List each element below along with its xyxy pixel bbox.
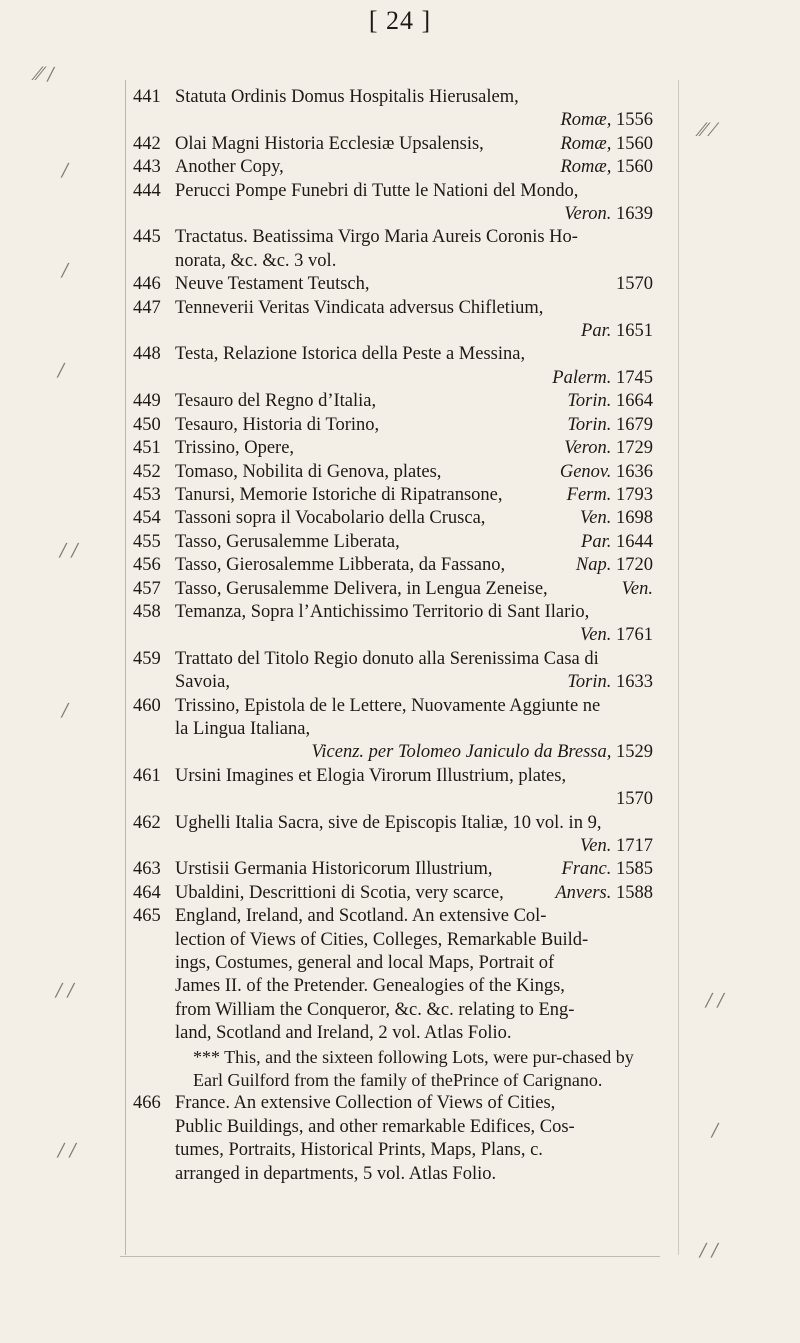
lot-number: 445 (133, 227, 161, 248)
lot-imprint-line (175, 320, 653, 343)
lot-number: 446 (133, 274, 161, 295)
lot-imprint-line (175, 788, 653, 811)
lot-place: Torin. (567, 414, 612, 435)
lot-number: 450 (133, 414, 161, 435)
handwritten-mark: ⁄⁄ ∕ (36, 64, 54, 85)
lot-year: 1639 (616, 204, 653, 225)
lot-description-line: Testa, Relazione Istorica della Peste a Messina, (175, 344, 526, 365)
lot-list (133, 86, 653, 1186)
lot-line (175, 156, 653, 179)
lot-number: 452 (133, 461, 161, 482)
lot-place: Torin. (567, 672, 612, 693)
lot-number: 460 (133, 695, 161, 716)
lot-place: Par. (581, 321, 612, 342)
handwritten-mark: ⁄⁄ ⁄ (700, 120, 715, 141)
lot-year: 1745 (616, 367, 653, 388)
lot-description-line: Trattato del Titolo Regio donuto alla Serenissima Casa di (175, 648, 599, 669)
lot-year: 1560 (616, 157, 653, 178)
lot-entry (133, 180, 653, 227)
lot-entry (133, 414, 653, 437)
lot-description-line: Ursini Imagines et Elogia Virorum Illustrium, plates, (175, 765, 567, 786)
lot-description: Urstisii Germania Historicorum Illustrium, (175, 859, 493, 880)
lot-imprint (580, 836, 653, 856)
lot-year: 1585 (616, 859, 653, 880)
lot-description: Ubaldini, Descrittioni di Scotia, very scarce, (175, 882, 504, 903)
lot-entry (133, 858, 653, 881)
lot-number: 461 (133, 765, 161, 786)
lot-description: Trissino, Opere, (175, 438, 295, 459)
lot-entry (133, 1092, 653, 1186)
lot-imprint (564, 437, 653, 460)
lot-line (175, 858, 653, 881)
lot-number: 464 (133, 882, 161, 903)
lot-imprint (561, 156, 654, 179)
lot-description: Neuve Testament Teutsch, (175, 274, 370, 295)
lot-entry (133, 297, 653, 344)
provenance-note (133, 1046, 653, 1093)
lot-place: Franc. (561, 859, 612, 880)
lot-imprint (580, 507, 653, 530)
lot-year: 1717 (616, 836, 653, 856)
lot-number: 448 (133, 344, 161, 365)
lot-year: 1761 (616, 625, 653, 646)
lot-number: 453 (133, 484, 161, 505)
lot-place: Romæ, (560, 133, 612, 154)
lot-description: Tasso, Gierosalemme Libberata, da Fassano, (175, 555, 506, 576)
lot-imprint (564, 204, 653, 224)
lot-place: Ven. (580, 508, 612, 529)
lot-description: Tomaso, Nobilita di Genova, plates, (175, 461, 442, 482)
lot-imprint (581, 321, 653, 341)
lot-entry (133, 156, 653, 179)
lot-entry (133, 812, 653, 859)
note-line: Prince of Carignano. (452, 1070, 603, 1091)
lot-imprint (567, 414, 653, 437)
lot-description-line: ings, Costumes, general and local Maps, Portrait of (175, 953, 555, 974)
handwritten-mark: ∕ (58, 360, 65, 381)
handwritten-mark: ∕ (712, 1120, 719, 1141)
lot-imprint (311, 742, 653, 762)
lot-imprint (616, 273, 653, 296)
handwritten-mark: ∕ ∕ (700, 1240, 718, 1261)
lot-line (175, 437, 653, 460)
lot-entry (133, 648, 653, 695)
note-line: *** This, and the sixteen following Lots, were pur- (193, 1046, 563, 1067)
lot-description: Tassoni sopra il Vocabolario della Crusca, (175, 508, 486, 529)
lot-year: 1636 (616, 461, 653, 482)
handwritten-mark: ∕ (62, 700, 69, 721)
lot-number: 465 (133, 906, 161, 927)
lot-place: Ven. (580, 836, 612, 856)
lot-place: Anvers. (555, 882, 612, 903)
lot-number: 449 (133, 391, 161, 412)
lot-entry (133, 226, 653, 273)
handwritten-mark: ∕ ∕ (58, 1140, 76, 1161)
lot-year: 1588 (616, 882, 653, 903)
lot-description-line: la Lingua Italiana, (175, 718, 311, 739)
lot-year: 1644 (616, 531, 653, 552)
lot-description-line: Tenneverii Veritas Vindicata adversus Chifletium, (175, 297, 544, 318)
lot-imprint (567, 390, 653, 413)
lot-description-line: Perucci Pompe Funebri di Tutte le Nationi del Mondo, (175, 180, 579, 201)
lot-year: 1529 (616, 742, 653, 763)
left-margin-rule (125, 80, 126, 1255)
lot-imprint (561, 110, 654, 130)
lot-description-line: tumes, Portraits, Historical Prints, Maps, Plans, c. (175, 1140, 543, 1161)
lot-description: Tasso, Gerusalemme Delivera, in Lengua Zeneise, (175, 578, 548, 599)
lot-number: 441 (133, 87, 161, 107)
lot-place: Nap. (575, 555, 612, 576)
lot-imprint-line (175, 367, 653, 390)
lot-imprint (555, 882, 653, 905)
lot-place: Ven. (621, 578, 653, 599)
lot-description-line: Statuta Ordinis Domus Hospitalis Hierusalem, (175, 87, 519, 107)
lot-number: 458 (133, 601, 161, 622)
handwritten-mark: ∕ ∕ (706, 990, 724, 1011)
lot-description-line: England, Ireland, and Scotland. An extensive Col- (175, 906, 547, 927)
lot-imprint-line (175, 671, 653, 694)
lot-place: Par. (581, 531, 612, 552)
lot-imprint (560, 461, 653, 484)
lot-year: 1633 (616, 672, 653, 693)
lot-line (175, 461, 653, 484)
lot-entry (133, 86, 653, 133)
lot-line (175, 414, 653, 437)
lot-line (175, 578, 653, 601)
lot-entry (133, 905, 653, 1045)
lot-year: 1664 (616, 391, 653, 412)
handwritten-mark: ∕ (62, 160, 69, 181)
lot-year: 1793 (616, 484, 653, 505)
lot-year: 1729 (616, 438, 653, 459)
lot-entry (133, 461, 653, 484)
lot-place: Veron. (564, 438, 612, 459)
lot-description-line: norata, &c. &c. 3 vol. (175, 250, 337, 271)
lot-description-line: arranged in departments, 5 vol. Atlas Folio. (175, 1163, 497, 1184)
lot-number: 444 (133, 180, 161, 201)
lot-line (175, 507, 653, 530)
lot-entry (133, 343, 653, 390)
lot-entry (133, 507, 653, 530)
lot-description: Savoia, (175, 672, 230, 693)
lot-imprint-line (175, 109, 653, 132)
lot-entry (133, 695, 653, 765)
lot-year: 1698 (616, 508, 653, 529)
lot-imprint-line (175, 741, 653, 764)
lot-place: Palerm. (552, 367, 612, 388)
lot-number: 457 (133, 578, 161, 599)
note-line: chased by Earl Guilford from the family of the (193, 1046, 634, 1091)
right-margin-rule (678, 80, 679, 1255)
lot-place: Genov. (559, 461, 612, 482)
lot-entry (133, 578, 653, 601)
lot-description: Tasso, Gerusalemme Liberata, (175, 531, 400, 552)
lot-imprint (580, 625, 653, 645)
lot-line (175, 882, 653, 905)
lot-year: 1560 (616, 133, 653, 154)
lot-place: Romæ, (560, 110, 612, 131)
lot-entry (133, 390, 653, 413)
lot-year: 1720 (616, 555, 653, 576)
lot-entry (133, 273, 653, 296)
lot-description-line: James II. of the Pretender. Genealogies of the Kings, (175, 976, 565, 997)
lot-entry (133, 601, 653, 648)
lot-number: 451 (133, 438, 161, 459)
lot-line (175, 484, 653, 507)
lot-entry (133, 531, 653, 554)
lot-place: Ven. (580, 625, 612, 646)
lot-year: 1570 (616, 274, 653, 295)
lot-description: Tesauro, Historia di Torino, (175, 414, 380, 435)
lot-number: 455 (133, 531, 161, 552)
lot-place: Vicenz. per Tolomeo Janiculo da Bressa, (311, 742, 612, 763)
lot-description-line: Ughelli Italia Sacra, sive de Episcopis Italiæ, 10 vol. in 9, (175, 812, 602, 833)
lot-imprint (581, 531, 653, 554)
handwritten-mark: ∕ ∕ (56, 980, 74, 1001)
lot-imprint-line (175, 203, 653, 226)
lot-imprint (576, 554, 653, 577)
lot-line (175, 554, 653, 577)
lot-number: 463 (133, 859, 161, 880)
lot-imprint (616, 789, 653, 809)
lot-entry (133, 882, 653, 905)
lot-number: 466 (133, 1093, 161, 1114)
lot-place: Veron. (564, 204, 612, 225)
handwritten-mark: ∕ (62, 260, 69, 281)
lot-description-line: lection of Views of Cities, Colleges, Remarkable Build- (175, 929, 589, 950)
lot-imprint-line (175, 624, 653, 647)
lot-description-line: Trissino, Epistola de le Lettere, Nuovamente Aggiunte ne (175, 695, 601, 716)
lot-entry (133, 554, 653, 577)
lot-place: Torin. (567, 391, 612, 412)
lot-description-line: Public Buildings, and other remarkable Edifices, Cos- (175, 1116, 575, 1137)
lot-description-line: France. An extensive Collection of Views of Cities, (175, 1093, 556, 1114)
lot-number: 456 (133, 555, 161, 576)
lot-description: Tanursi, Memorie Istoriche di Ripatransone, (175, 484, 503, 505)
lot-entry (133, 484, 653, 507)
lot-entry (133, 133, 653, 156)
lot-imprint (562, 858, 653, 881)
lot-imprint-line (175, 835, 653, 858)
lot-line (175, 273, 653, 296)
lot-year: 1651 (616, 321, 653, 342)
lot-description-line: Temanza, Sopra l’Antichissimo Territorio di Sant Ilario, (175, 601, 590, 622)
lot-imprint (552, 368, 653, 388)
lot-line (175, 390, 653, 413)
handwritten-mark: ∕ ∕ (60, 540, 78, 561)
lot-line (175, 133, 653, 156)
lot-imprint (561, 133, 654, 156)
bottom-rule (120, 1256, 660, 1257)
lot-description: Tesauro del Regno d’Italia, (175, 391, 377, 412)
lot-entry (133, 765, 653, 812)
lot-year: 1679 (616, 414, 653, 435)
lot-description: Olai Magni Historia Ecclesiæ Upsalensis, (175, 133, 484, 154)
lot-number: 454 (133, 508, 161, 529)
lot-number: 462 (133, 812, 161, 833)
lot-place: Ferm. (566, 484, 612, 505)
lot-year: 1570 (616, 789, 653, 810)
page-number: [ 24 ] (368, 6, 432, 35)
lot-number: 443 (133, 157, 161, 178)
lot-place: Romæ, (560, 157, 612, 178)
lot-number: 459 (133, 648, 161, 669)
lot-imprint (567, 671, 653, 694)
lot-entry (133, 437, 653, 460)
lot-number: 447 (133, 297, 161, 318)
lot-line (175, 531, 653, 554)
lot-imprint (567, 484, 653, 507)
lot-description-line: land, Scotland and Ireland, 2 vol. Atlas Folio. (175, 1023, 512, 1044)
lot-year: 1556 (616, 110, 653, 131)
lot-imprint (622, 578, 653, 601)
lot-description: Another Copy, (175, 157, 284, 178)
lot-number: 442 (133, 133, 161, 154)
lot-description-line: from William the Conqueror, &c. &c. relating to Eng- (175, 999, 575, 1020)
lot-description-line: Tractatus. Beatissima Virgo Maria Aureis Coronis Ho- (175, 227, 578, 248)
